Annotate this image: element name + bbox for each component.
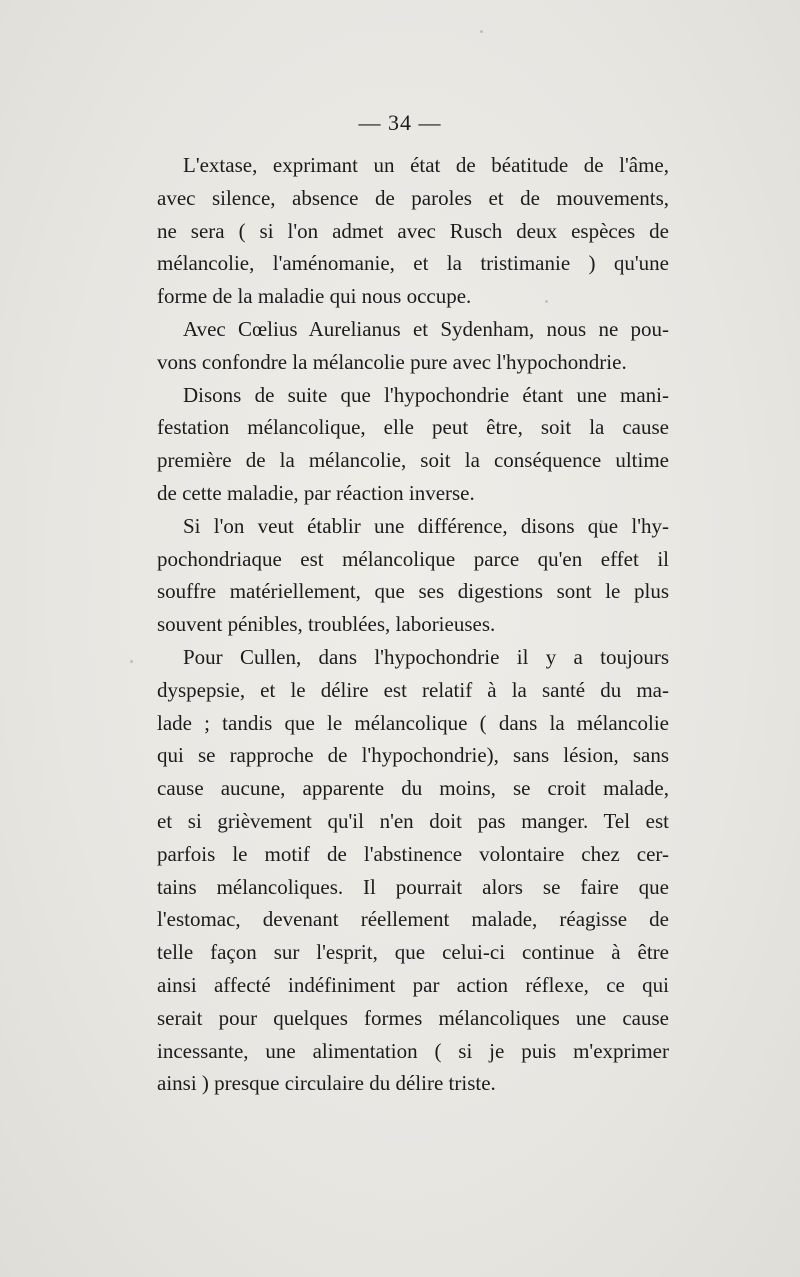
text-line: tains mélancoliques. Il pourrait alors se faire que (157, 874, 669, 899)
text-line: souvent pénibles, troublées, laborieuses. (157, 612, 496, 637)
text-line: l'estomac, devenant réellement malade, réagisse de (157, 907, 669, 932)
text-line: Si l'on veut établir une différence, disons que l'hy- (183, 513, 669, 538)
text-line: dyspepsie, et le délire est relatif à la santé du ma- (157, 677, 669, 702)
text-line: de cette maladie, par réaction inverse. (157, 480, 475, 505)
text-line: L'extase, exprimant un état de béatitude de l'âme, (183, 153, 669, 177)
text-line: telle façon sur l'esprit, que celui-ci continue à être (157, 940, 669, 965)
text-line: ainsi ) presque circulaire du délire triste. (157, 1071, 496, 1096)
body-text (157, 149, 669, 1100)
paper-speck (130, 660, 133, 663)
text-line: Pour Cullen, dans l'hypochondrie il y a toujours (183, 644, 669, 669)
text-line: Disons de suite que l'hypochondrie étant une mani- (183, 382, 669, 407)
text-line: souffre matériellement, que ses digestions sont le plus (157, 579, 669, 604)
paper-speck (480, 30, 483, 33)
text-line: première de la mélancolie, soit la conséquence ultime (157, 448, 669, 473)
text-line: mélancolie, l'aménomanie, et la tristimanie ) qu'une (157, 251, 669, 276)
text-line: lade ; tandis que le mélancolique ( dans la mélancolie (157, 710, 669, 735)
text-line: cause aucune, apparente du moins, se croit malade, (157, 776, 669, 801)
text-line: ne sera ( si l'on admet avec Rusch deux espèces de (157, 218, 669, 243)
text-line: parfois le motif de l'abstinence volontaire chez cer- (157, 841, 669, 866)
page-number: — 34 — (358, 110, 442, 135)
text-line: ainsi affecté indéfiniment par action réflexe, ce qui (157, 972, 669, 997)
text-line: festation mélancolique, elle peut être, soit la cause (157, 415, 669, 440)
text-line: incessante, une alimentation ( si je puis m'exprimer (157, 1038, 669, 1063)
text-line: avec silence, absence de paroles et de mouvements, (157, 185, 669, 210)
text-line: vons confondre la mélancolie pure avec l'hypochondrie. (157, 349, 627, 374)
text-line: qui se rapproche de l'hypochondrie), sans lésion, sans (157, 743, 669, 768)
text-line: et si grièvement qu'il n'en doit pas manger. Tel est (157, 808, 669, 833)
text-line: serait pour quelques formes mélancoliques une cause (157, 1005, 669, 1030)
text-line: forme de la maladie qui nous occupe. (157, 284, 472, 309)
text-line: Avec Cœlius Aurelianus et Sydenham, nous ne pou- (183, 316, 669, 341)
text-line: pochondriaque est mélancolique parce qu'en effet il (157, 546, 669, 571)
